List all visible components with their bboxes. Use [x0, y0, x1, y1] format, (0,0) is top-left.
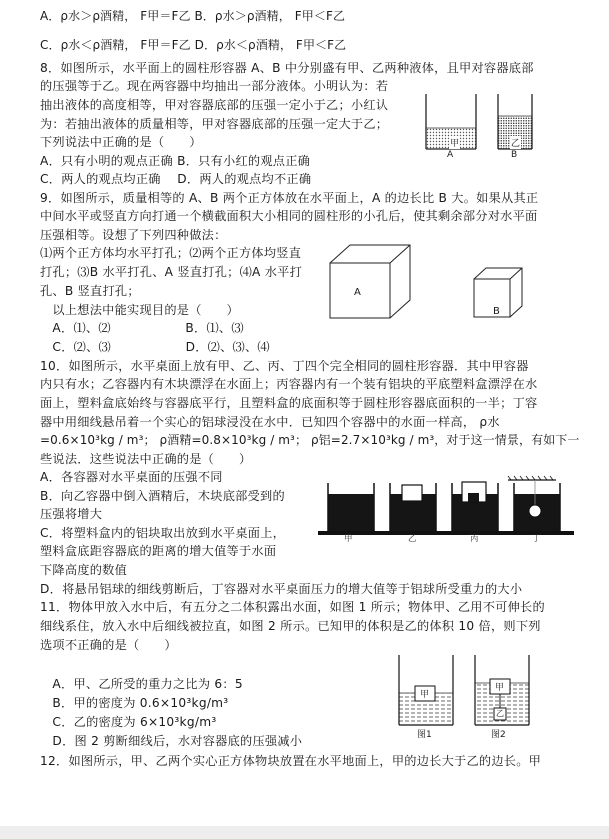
viewer-bottom-bar	[0, 826, 609, 839]
q9-figure	[328, 244, 558, 319]
q10-question: 些说法．这些说法中正确的是（ ）	[40, 452, 252, 466]
q11-question: 选项不正确的是（ ）	[40, 638, 177, 652]
q9-stem-line-2: 中间水平或竖直方向打通一个横截面积大小相同的圆柱形的小孔后，使其剩余部分对水平面	[40, 209, 538, 223]
q10-option-a: A．各容器对水平桌面的压强不同	[40, 470, 223, 484]
q10-option-c-line-3: 下降高度的数值	[40, 563, 128, 577]
q10-densities: =0.6×10³kg / m³； ρ酒精=0.8×10³kg / m³； ρ铝=2.7×10³kg / m³，对于这一情景，有如下一	[40, 433, 580, 447]
q10-figure	[318, 476, 578, 548]
q10-stem-line-4: 器中用细线悬吊着一个实心的铝球浸没在水中．已知四个容器中的水面一样高， ρ水	[40, 415, 500, 429]
q9-question: 以上想法中能实现目的是（ ）	[40, 303, 239, 317]
q10-stem-line-1: 10．如图所示，水平桌面上放有甲、乙、丙、丁四个完全相同的圆柱形容器．其中甲容器	[40, 359, 529, 373]
q8-figure	[420, 92, 545, 158]
q10-option-c-line-1: C．将塑料盒内的铝块取出放到水平桌面上，	[40, 526, 286, 540]
q9-options-ab: A．⑴、⑵ B．⑴、⑶	[40, 321, 244, 335]
liquid-yi-label: 乙	[510, 136, 521, 149]
q12-stem-line-1: 12．如图所示，甲、乙两个实心正方体物块放置在水平地面上，甲的边长大于乙的边长。甲	[40, 754, 542, 768]
fig2-caption: 图2	[491, 730, 506, 740]
liquid-jia-label: 甲	[449, 136, 460, 149]
q8-question: 下列说法中正确的是（ ）	[40, 135, 202, 149]
container-a-label: A	[447, 150, 454, 160]
q11-stem-line-1: 11．物体甲放入水中后，有五分之二体积露出水面，如图 1 所示；物体甲、乙用不可伸长的	[40, 600, 545, 614]
container-jia	[328, 483, 374, 531]
q8-stem-line-3: 抽出液体的高度相等，甲对容器底部的压强一定小于乙；小红认	[40, 98, 389, 112]
q8-options-ab: A．只有小明的观点正确 B．只有小红的观点正确	[40, 154, 311, 168]
q9-stem-line-3: 压强相等。设想了下列四种做法：	[40, 228, 227, 242]
q10-option-b-line-1: B．向乙容器中倒入酒精后，木块底部受到的	[40, 489, 285, 503]
q11-option-b: B．甲的密度为 0.6×10³kg/m³	[40, 696, 229, 710]
q10-stem-line-2: 内只有水；乙容器内有木块漂浮在水面上；丙容器内有一个装有铝块的平底塑料盒漂浮在水	[40, 377, 538, 391]
q11-option-a: A．甲、乙所受的重力之比为 6：5	[40, 677, 243, 691]
label-bing: 丙	[470, 534, 479, 544]
fig1-object-jia: 甲	[420, 690, 430, 700]
container-b-label: B	[511, 150, 518, 160]
q8-stem-line-1: 8．如图所示，水平面上的圆柱形容器 A、B 中分别盛有甲、乙两种液体，且甲对容器底部	[40, 61, 534, 75]
fig2-object-jia: 甲	[495, 683, 505, 693]
q11-option-c: C．乙的密度为 6×10³kg/m³	[40, 715, 217, 729]
q10-option-d: D．将悬吊铝球的细线剪断后，丁容器对水平桌面压力的增大值等于铝球所受重力的大小	[40, 582, 523, 596]
q11-figure	[393, 655, 565, 740]
cube-b-label: B	[493, 306, 500, 317]
container-ding	[508, 476, 560, 531]
q8-stem-line-2: 的压强等于乙。现在两容器中均抽出一部分液体。小明认为：若	[40, 79, 389, 93]
q10-option-c-line-2: 塑料盒底距容器底的距离的增大值等于水面	[40, 544, 277, 558]
q7-options-cd: C．ρ水＜ρ酒精， F甲＝F乙 D．ρ水＜ρ酒精， F甲＜F乙	[40, 38, 347, 52]
q10-option-b-line-2: 压强将增大	[40, 507, 103, 521]
q11-stem-line-2: 细线系住，放入水中后细线被拉直，如图 2 所示。已知甲的体积是乙的体积 10 倍，则下列	[40, 619, 541, 633]
label-yi: 乙	[408, 534, 417, 544]
q11-option-d: D．图 2 剪断细线后，水对容器底的压强减小	[40, 734, 303, 748]
fig2-object-yi: 乙	[496, 709, 504, 718]
q9-method-line-2: 打孔；⑶B 水平打孔、A 竖直打孔；⑷A 水平打	[40, 265, 303, 279]
container-yi	[390, 483, 436, 531]
q7-options-ab: A．ρ水＞ρ酒精， F甲＝F乙 B．ρ水＞ρ酒精， F甲＜F乙	[40, 9, 346, 23]
cube-a-label: A	[354, 287, 361, 298]
q10-stem-line-3: 面上，塑料盒底始终与容器底平行，且塑料盒的底面积等于圆柱形容器底面积的一半；丁容	[40, 396, 538, 410]
cube-a	[330, 245, 410, 318]
label-jia: 甲	[344, 534, 353, 544]
fig1-caption: 图1	[417, 730, 432, 740]
q9-method-line-3: 孔、B 竖直打孔；	[40, 284, 140, 298]
q9-stem-line-1: 9．如图所示，质量相等的 A、B 两个正方体放在水平面上，A 的边长比 B 大。如果从其正	[40, 191, 539, 205]
q8-stem-line-4: 为：若抽出液体的质量相等，甲对容器底部的压强一定大于乙；	[40, 117, 389, 131]
q8-options-cd: C．两人的观点均正确 D．两人的观点均不正确	[40, 172, 312, 186]
q9-options-cd: C．⑵、⑶ D．⑵、⑶、⑷	[40, 340, 270, 354]
label-ding: 丁	[532, 534, 541, 544]
q9-method-line-1: ⑴两个正方体均水平打孔；⑵两个正方体均竖直	[40, 246, 302, 260]
container-bing	[452, 482, 498, 531]
